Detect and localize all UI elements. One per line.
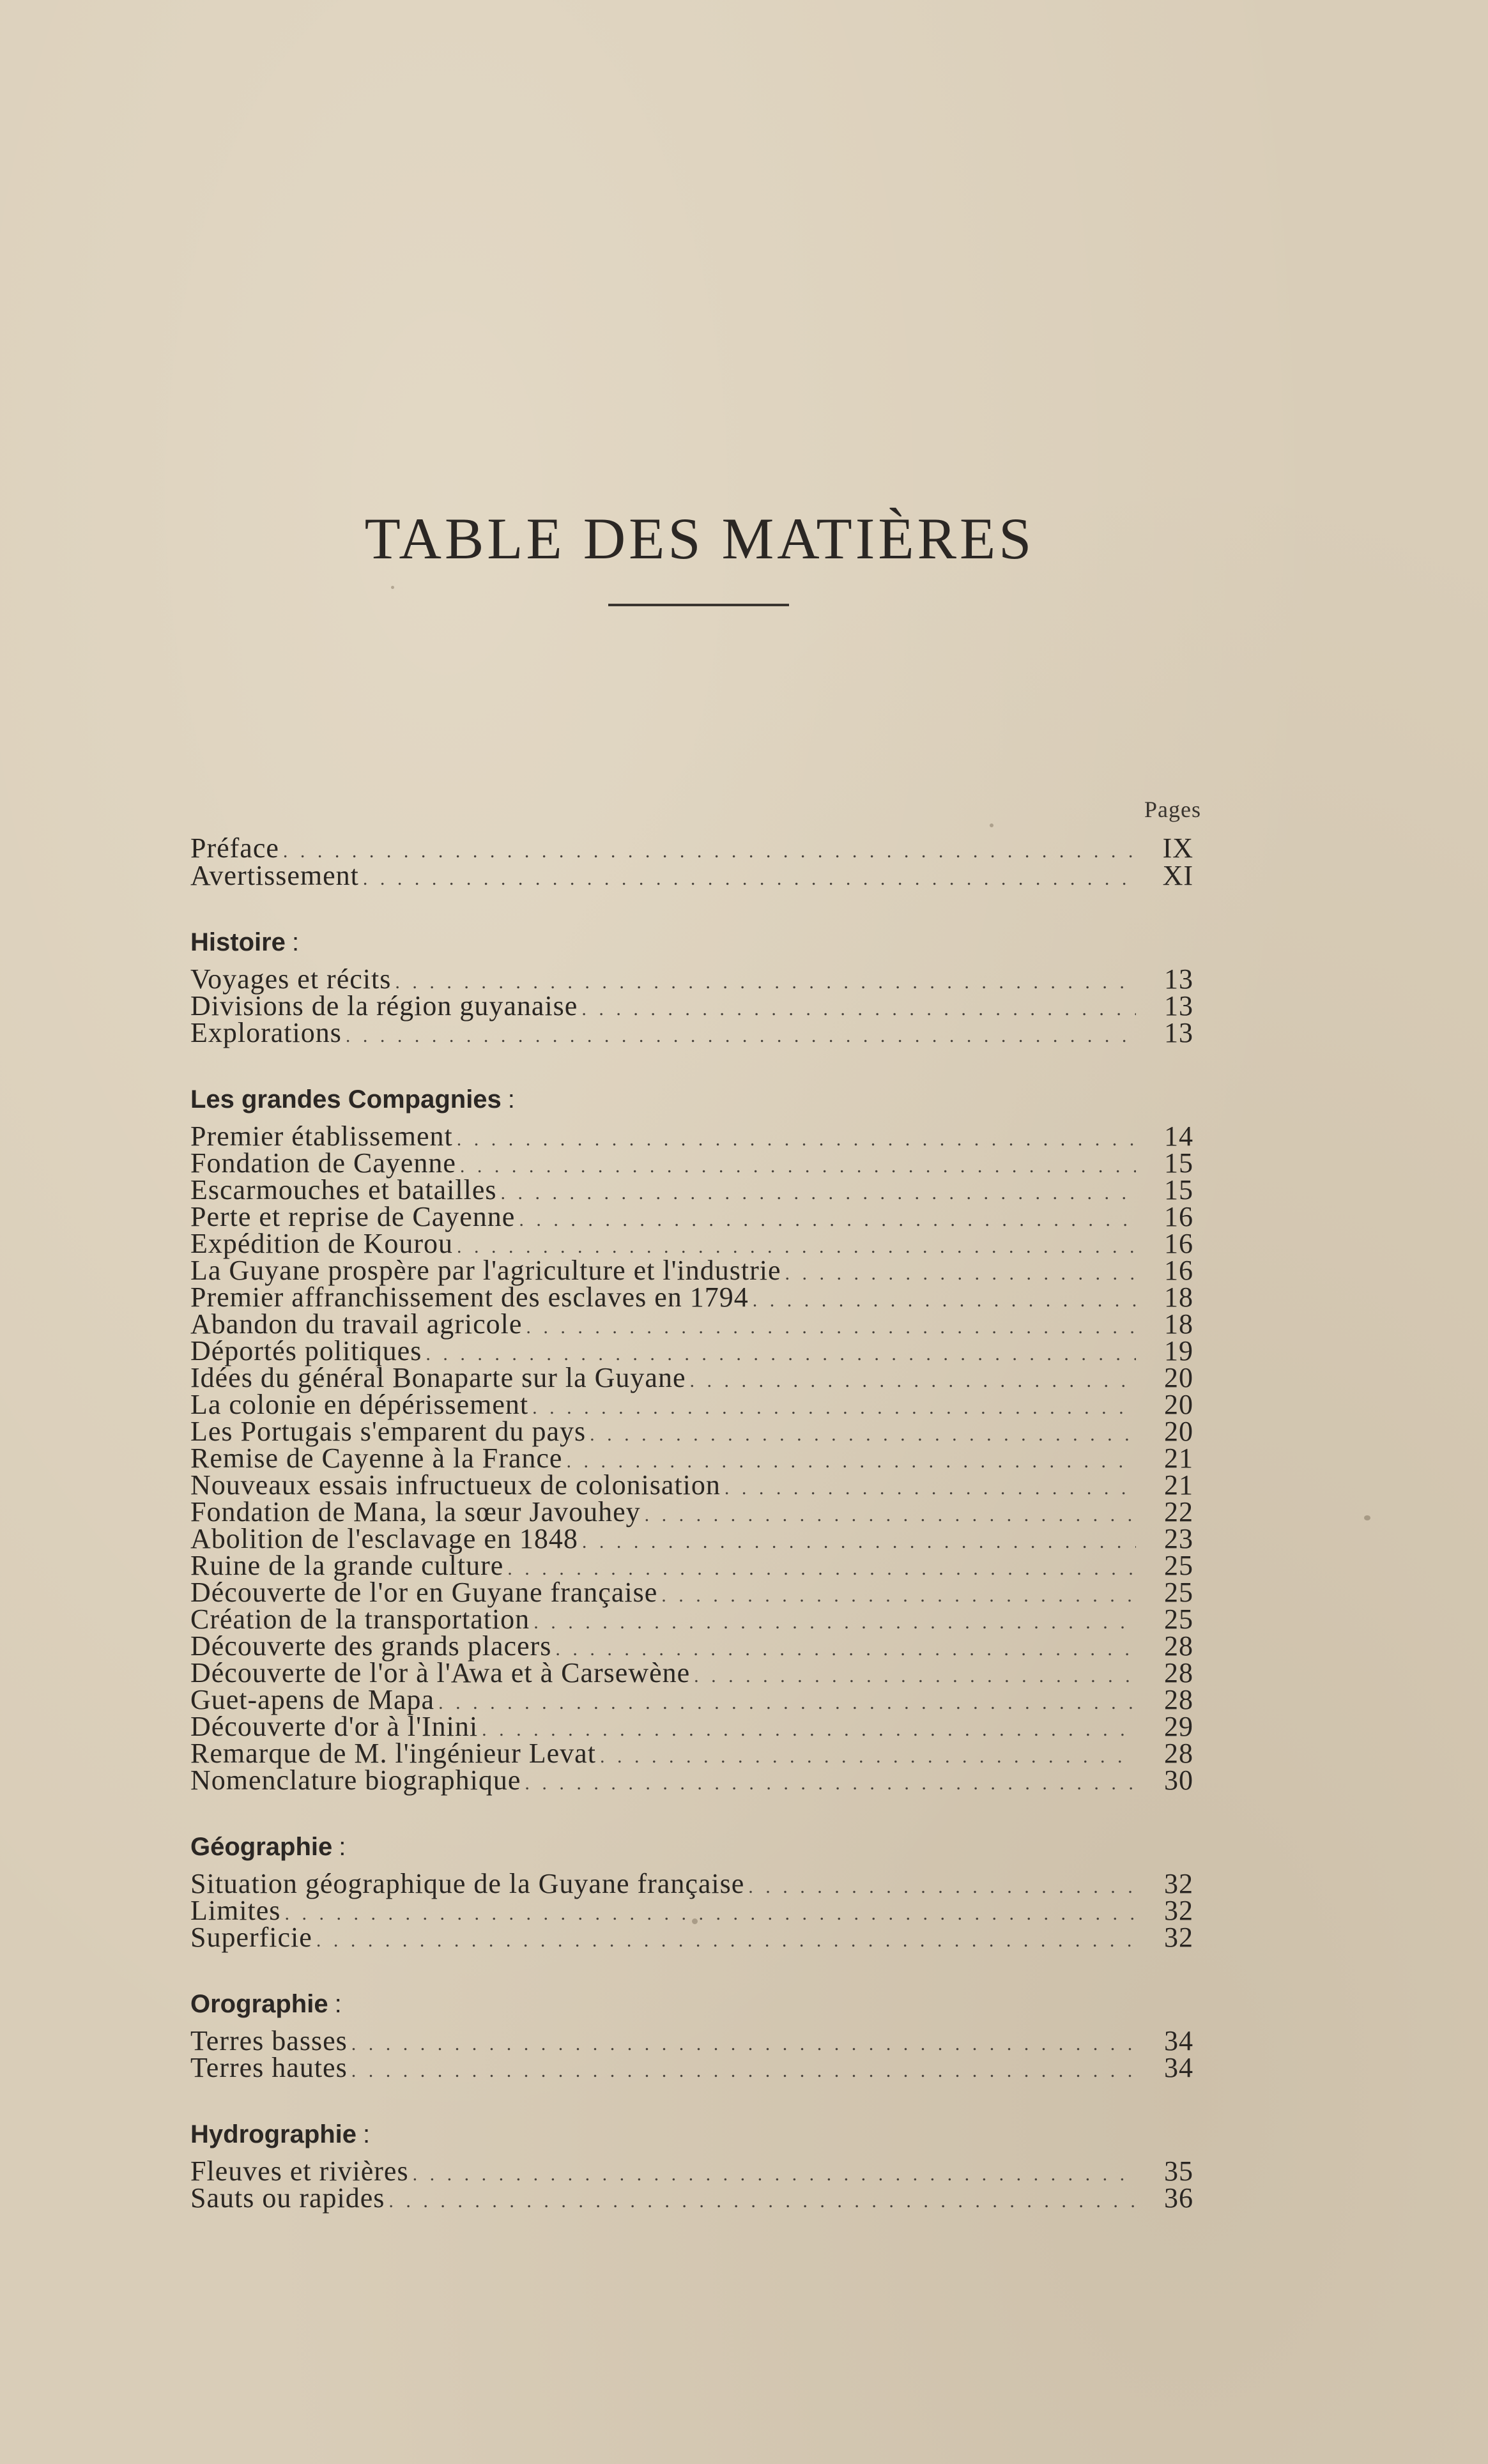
toc-entry <box>190 990 1193 1022</box>
toc-entry-label: Premier affranchissement des esclaves en 1794 <box>190 1282 749 1313</box>
toc-entry-label: Préface <box>190 832 279 864</box>
dot-leader <box>694 1663 1136 1690</box>
section-heading-text: Orographie <box>190 1990 328 2018</box>
toc-entry <box>190 1362 1193 1393</box>
title-divider <box>608 604 789 606</box>
toc-entry-label: Nouveaux essais infructueux de colonisation <box>190 1469 721 1501</box>
toc-entry <box>190 834 1193 862</box>
toc-entry <box>190 1147 1193 1179</box>
toc-entry <box>190 1764 1193 1796</box>
toc-entry <box>190 1308 1193 1340</box>
toc-entry-label: Avertissement <box>190 860 359 891</box>
toc-entry <box>190 1552 1193 1579</box>
toc-section-geographie <box>190 1827 1193 1951</box>
toc-entry <box>190 2052 1193 2083</box>
dot-leader <box>581 996 1136 1023</box>
toc-entry-label: Remarque de M. l'ingénieur Levat <box>190 1738 596 1769</box>
toc-entry-page: 25 <box>1164 1577 1193 1608</box>
paper-speck <box>990 823 993 827</box>
toc-entry-page: 13 <box>1164 963 1193 995</box>
toc-entry <box>190 2182 1193 2214</box>
section-heading <box>190 2115 1193 2154</box>
toc-entry-label: Fleuves et rivières <box>190 2155 409 2187</box>
toc-entry-page: 21 <box>1164 1442 1193 1474</box>
toc-entry-label: Création de la transportation <box>190 1603 530 1635</box>
toc-entry <box>190 1174 1193 1205</box>
toc-entry-page: 18 <box>1164 1282 1193 1313</box>
section-heading-text: Hydrographie <box>190 2120 357 2148</box>
toc-entry-page: 15 <box>1164 1174 1193 1205</box>
dot-leader <box>351 2031 1136 2058</box>
toc-entry-label: La colonie en dépérissement <box>190 1389 529 1420</box>
dot-leader <box>526 1314 1136 1341</box>
dot-leader <box>785 1260 1136 1287</box>
toc-entry-page: 29 <box>1164 1711 1193 1742</box>
toc-entry <box>190 862 1193 889</box>
toc-entry-label: Découverte de l'or à l'Awa et à Carsewène <box>190 1657 691 1688</box>
toc-entry <box>190 1496 1193 1527</box>
section-heading <box>190 922 1193 962</box>
toc-entry-page: 16 <box>1164 1255 1193 1286</box>
toc-entry <box>190 1868 1193 1899</box>
toc-entry-label: Premier établissement <box>190 1121 453 1152</box>
toc-entry <box>190 1017 1193 1048</box>
toc-entry <box>190 1418 1193 1445</box>
toc-entry-label: Terres basses <box>190 2025 348 2056</box>
dot-leader <box>525 1770 1136 1797</box>
toc-entry <box>190 2025 1193 2056</box>
toc-entry <box>190 1740 1193 1767</box>
toc-entry-label: La Guyane prospère par l'agriculture et l'industrie <box>190 1255 781 1286</box>
dot-leader <box>533 1609 1136 1636</box>
toc-entry <box>190 1630 1193 1662</box>
toc-entry-page: 35 <box>1164 2155 1193 2187</box>
dot-leader <box>388 2188 1136 2215</box>
toc-entry <box>190 1579 1193 1606</box>
dot-leader <box>519 1207 1136 1234</box>
toc-entry-page: 20 <box>1164 1362 1193 1393</box>
section-heading <box>190 1984 1193 2024</box>
toc-entry-label: Voyages et récits <box>190 963 392 995</box>
section-heading-colon: : <box>507 1085 515 1113</box>
toc-entry-page: 32 <box>1164 1895 1193 1926</box>
toc-entry-page: 32 <box>1164 1922 1193 1953</box>
toc-entry-page: 34 <box>1164 2025 1193 2056</box>
toc-entry-label: Escarmouches et batailles <box>190 1174 497 1205</box>
dot-leader <box>689 1368 1136 1395</box>
toc-entry-page: 15 <box>1164 1147 1193 1179</box>
dot-leader <box>661 1582 1136 1609</box>
toc-entry-page: 18 <box>1164 1308 1193 1340</box>
toc-entry-label: Sauts ou rapides <box>190 2182 385 2214</box>
toc-entry-label: Déportés politiques <box>190 1335 422 1366</box>
dot-leader <box>500 1180 1136 1207</box>
toc-entry-page: 28 <box>1164 1738 1193 1769</box>
toc-entry-label: Nomenclature biographique <box>190 1764 521 1796</box>
dot-leader <box>582 1529 1136 1556</box>
toc-entry-page: 25 <box>1164 1603 1193 1635</box>
toc-entry-page: IX <box>1162 832 1193 864</box>
toc-entry-label: Idées du général Bonaparte sur la Guyane <box>190 1362 686 1393</box>
toc-entry-label: Terres hautes <box>190 2052 348 2083</box>
toc-entry <box>190 1257 1193 1284</box>
section-heading-text: Histoire <box>190 928 286 956</box>
section-heading <box>190 1827 1193 1867</box>
dot-leader <box>316 1927 1136 1954</box>
dot-leader <box>284 1901 1136 1927</box>
section-heading-colon: : <box>339 1833 346 1861</box>
dot-leader <box>753 1287 1136 1314</box>
page-title: TABLE DES MATIÈRES <box>364 506 1035 571</box>
paper-speck <box>391 586 394 589</box>
toc-entry-page: 21 <box>1164 1469 1193 1501</box>
toc-entry-page: XI <box>1162 860 1193 891</box>
toc-entry-page: 19 <box>1164 1335 1193 1366</box>
toc-entry-page: 16 <box>1164 1228 1193 1259</box>
toc-entry-label: Remise de Cayenne à la France <box>190 1442 563 1474</box>
dot-leader <box>346 1023 1136 1050</box>
toc-entry-label: Perte et reprise de Cayenne <box>190 1201 516 1232</box>
section-heading <box>190 1080 1193 1119</box>
toc-entry-page: 20 <box>1164 1416 1193 1447</box>
toc-entry <box>190 1335 1193 1366</box>
toc-entry-page: 34 <box>1164 2052 1193 2083</box>
dot-leader <box>748 1874 1136 1901</box>
dot-leader <box>725 1475 1136 1502</box>
toc-entry <box>190 1523 1193 1554</box>
paper-speck <box>692 1918 698 1924</box>
dot-leader <box>532 1395 1136 1421</box>
toc-entry-label: Les Portugais s'emparent du pays <box>190 1416 587 1447</box>
toc-entry-page: 22 <box>1164 1496 1193 1527</box>
toc-entry <box>190 1284 1193 1311</box>
toc-entry-label: Fondation de Cayenne <box>190 1147 456 1179</box>
dot-leader <box>413 2161 1136 2188</box>
toc-entry <box>190 2155 1193 2187</box>
toc-entry-page: 28 <box>1164 1684 1193 1715</box>
toc-entry-page: 13 <box>1164 1017 1193 1048</box>
toc-entry-label: Divisions de la région guyanaise <box>190 990 578 1022</box>
section-heading-colon: : <box>363 2120 371 2148</box>
front-matter <box>190 834 1193 889</box>
section-heading-colon: : <box>291 928 300 956</box>
toc-entry-label: Découverte de l'or en Guyane française <box>190 1577 658 1608</box>
toc-entry-label: Découverte des grands placers <box>190 1630 552 1662</box>
toc-entry <box>190 1684 1193 1715</box>
toc-entry-page: 20 <box>1164 1389 1193 1420</box>
section-heading-colon: : <box>334 1990 342 2018</box>
toc-entry-label: Ruine de la grande culture <box>190 1550 504 1581</box>
toc-entry <box>190 1469 1193 1501</box>
toc-entry-label: Limites <box>190 1895 281 1926</box>
toc-entry-page: 32 <box>1164 1868 1193 1899</box>
dot-leader <box>363 865 1136 892</box>
toc-entry-page: 36 <box>1164 2182 1193 2214</box>
toc-section-histoire <box>190 922 1193 1046</box>
toc-entry-label: Superficie <box>190 1922 312 1953</box>
table-of-contents <box>190 834 1193 2212</box>
toc-entry-page: 14 <box>1164 1121 1193 1152</box>
toc-entry <box>190 1230 1193 1257</box>
toc-entry-label: Expédition de Kourou <box>190 1228 454 1259</box>
toc-section-orographie <box>190 1984 1193 2081</box>
toc-entry-label: Explorations <box>190 1017 342 1048</box>
dot-leader <box>457 1126 1136 1153</box>
toc-entry-label: Guet-apens de Mapa <box>190 1684 435 1715</box>
toc-entry <box>190 1924 1193 1951</box>
toc-entry <box>190 1391 1193 1418</box>
toc-entry <box>190 1657 1193 1688</box>
dot-leader <box>600 1743 1136 1770</box>
dot-leader <box>351 2058 1136 2085</box>
dot-leader <box>438 1690 1136 1717</box>
toc-entry-page: 30 <box>1164 1764 1193 1796</box>
section-heading-text: Géographie <box>190 1833 333 1861</box>
toc-entry-label: Découverte d'or à l'Inini <box>190 1711 479 1742</box>
toc-entry-page: 16 <box>1164 1201 1193 1232</box>
toc-entry <box>190 1442 1193 1474</box>
pages-column-label: Pages <box>1144 797 1201 822</box>
toc-entry-page: 28 <box>1164 1630 1193 1662</box>
dot-leader <box>283 838 1136 865</box>
toc-entry <box>190 1201 1193 1232</box>
toc-entry-label: Situation géographique de la Guyane française <box>190 1868 745 1899</box>
toc-entry-label: Fondation de Mana, la sœur Javouhey <box>190 1496 641 1527</box>
dot-leader <box>460 1153 1136 1180</box>
toc-section-compagnies <box>190 1080 1193 1794</box>
toc-entry-page: 28 <box>1164 1657 1193 1688</box>
toc-entry <box>190 1603 1193 1635</box>
section-heading-text: Les grandes Compagnies <box>190 1085 502 1113</box>
toc-entry-page: 13 <box>1164 990 1193 1022</box>
toc-entry-label: Abolition de l'esclavage en 1848 <box>190 1523 578 1554</box>
dot-leader <box>645 1502 1136 1529</box>
dot-leader <box>590 1421 1136 1448</box>
toc-entry-page: 23 <box>1164 1523 1193 1554</box>
toc-entry-page: 25 <box>1164 1550 1193 1581</box>
toc-entry-label: Abandon du travail agricole <box>190 1308 523 1340</box>
toc-entry <box>190 1123 1193 1150</box>
paper-speck <box>1364 1515 1370 1520</box>
toc-entry <box>190 963 1193 995</box>
toc-entry <box>190 1713 1193 1740</box>
toc-section-hydrographie <box>190 2115 1193 2212</box>
